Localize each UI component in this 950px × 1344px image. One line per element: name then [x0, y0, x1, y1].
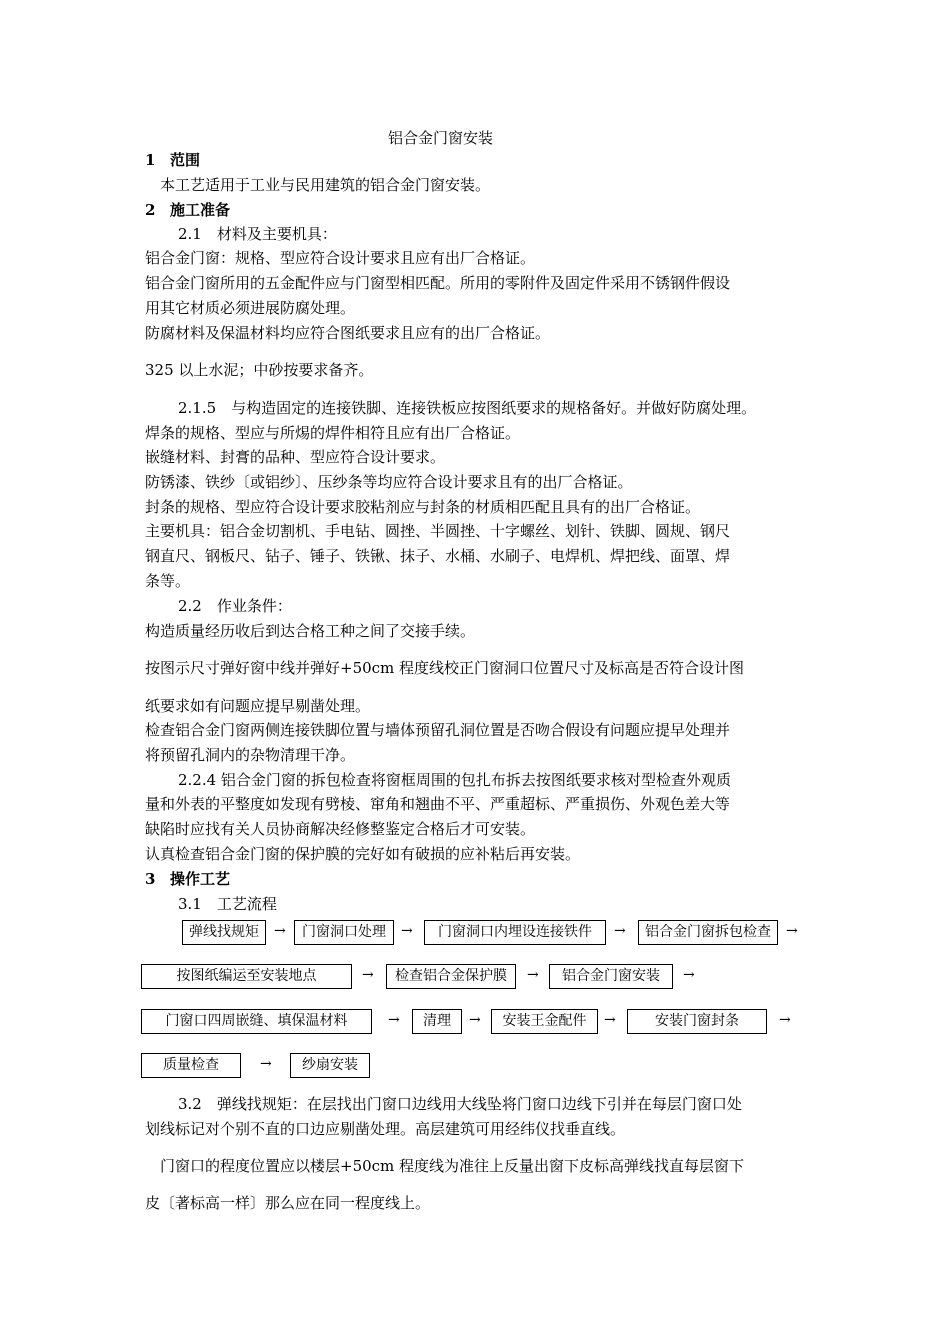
flow-arrow: →: [527, 967, 539, 983]
flow-arrow: →: [469, 1012, 481, 1028]
section-1-heading: 范围: [170, 151, 201, 169]
section-3-number: 3: [145, 870, 156, 888]
paragraph-line: 325 以上水泥；中砂按要求备齐。: [145, 361, 374, 379]
flow-step: 按图纸编运至安装地点: [141, 964, 352, 989]
paragraph-line: 铝合金门窗所用的五金配件应与门窗型相匹配。所用的零附件及固定件采用不锈钢件假设: [145, 274, 731, 292]
paragraph-line: 防腐材料及保温材料均应符合图纸要求且应有的出厂合格证。: [145, 324, 551, 342]
flow-step: 检查铝合金保护膜: [386, 964, 516, 989]
paragraph-line: 2.1.5 与构造固定的连接铁脚、连接铁板应按图纸要求的规格备好。并做好防腐处理。: [178, 399, 757, 417]
paragraph-line: 封条的规格、型应符合设计要求胶粘剂应与封条的材质相匹配且具有的出厂合格证。: [145, 498, 701, 516]
flow-arrow: →: [260, 1056, 272, 1072]
flow-arrow: →: [274, 923, 286, 939]
paragraph-line: 主要机具：铝合金切割机、手电钻、圆挫、半圆挫、十字螺丝、划针、铁脚、圆规、钢尺: [145, 522, 731, 540]
paragraph-line: 铝合金门窗：规格、型应符合设计要求且应有出厂合格证。: [145, 249, 536, 267]
paragraph-line: 条等。: [145, 572, 191, 590]
section-2-heading: 施工准备: [170, 201, 231, 219]
flow-step: 质量检查: [141, 1053, 241, 1078]
paragraph-line: 用其它材质必须进展防腐处理。: [145, 299, 356, 317]
paragraph-line: 防锈漆、铁纱〔或铝纱〕、压纱条等均应符合设计要求且有的出厂合格证。: [145, 473, 633, 491]
flow-step: 门窗洞口处理: [294, 920, 394, 945]
paragraph-line: 钢直尺、钢板尺、钻子、锤子、铁锹、抹子、水桶、水刷子、电焊机、焊把线、面罩、焊: [145, 547, 731, 565]
section-1-number: 1: [145, 151, 156, 169]
flow-step: 门窗洞口内埋设连接铁件: [424, 920, 606, 945]
subsection-2-1-heading: 2.1 材料及主要机具：: [178, 225, 337, 243]
paragraph-line: 认真检查铝合金门窗的保护膜的完好如有破损的应补粘后再安装。: [145, 845, 581, 863]
section-3-heading: 操作工艺: [170, 870, 231, 888]
paragraph-line: 缺陷时应找有关人员协商解决经修整鉴定合格后才可安装。: [145, 820, 536, 838]
flow-step: 门窗口四周嵌缝、填保温材料: [141, 1009, 372, 1034]
paragraph-line: 检查铝合金门窗两侧连接铁脚位置与墙体预留孔洞位置是否吻合假设有问题应提早处理并: [145, 721, 731, 739]
flow-arrow: →: [786, 923, 798, 939]
paragraph-line: 3.2 弹线找规矩：在层找出门窗口边线用大线坠将门窗口边线下引并在每层门窗口处: [178, 1095, 742, 1113]
flow-arrow: →: [779, 1012, 791, 1028]
paragraph-line: 2.2.4 铝合金门窗的拆包检查将窗框周围的包扎布拆去按图纸要求核对型检查外观质: [178, 771, 731, 789]
section-1-text: 本工艺适用于工业与民用建筑的铝合金门窗安装。: [160, 176, 491, 194]
flow-arrow: →: [362, 967, 374, 983]
flow-step: 清理: [412, 1009, 462, 1034]
flow-step: 铝合金门窗安装: [549, 964, 673, 989]
flow-step: 安装门窗封条: [627, 1009, 767, 1034]
paragraph-line: 门窗口的程度位置应以楼层+50cm 程度线为准往上反量出窗下皮标高弹线找直每层窗下: [160, 1157, 745, 1175]
paragraph-line: 纸要求如有问题应提早剔凿处理。: [145, 697, 371, 715]
paragraph-line: 量和外表的平整度如发现有劈棱、窜角和翘曲不平、严重超标、严重损伤、外观色差大等: [145, 795, 731, 813]
paragraph-line: 构造质量经历收后到达合格工种之间了交接手续。: [145, 622, 476, 640]
flow-step: 纱扇安装: [290, 1053, 370, 1078]
flow-arrow: →: [604, 1012, 616, 1028]
document-title: 铝合金门窗安装: [388, 129, 494, 147]
paragraph-line: 皮〔著标高一样〕那么应在同一程度线上。: [145, 1194, 431, 1212]
section-2-number: 2: [145, 201, 156, 219]
flow-step: 安装王金配件: [491, 1009, 598, 1034]
flow-arrow: →: [614, 923, 626, 939]
flow-step: 弹线找规矩: [182, 920, 266, 945]
paragraph-line: 划线标记对个别不直的口边应剔凿处理。高层建筑可用经纬仪找垂直线。: [145, 1120, 626, 1138]
flow-arrow: →: [683, 967, 695, 983]
subsection-3-1-heading: 3.1 工艺流程: [178, 895, 277, 913]
flow-arrow: →: [401, 923, 413, 939]
flow-arrow: →: [388, 1012, 400, 1028]
paragraph-line: 焊条的规格、型应与所焬的焊件相符且应有出厂合格证。: [145, 424, 521, 442]
paragraph-line: 嵌缝材料、封膏的品种、型应符合设计要求。: [145, 448, 446, 466]
flow-step: 铝合金门窗拆包检查: [638, 920, 778, 945]
subsection-2-2-heading: 2.2 作业条件：: [178, 597, 292, 615]
paragraph-line: 按图示尺寸弹好窗中线并弹好+50cm 程度线校正门窗洞口位置尺寸及标高是否符合设计图: [145, 659, 745, 677]
paragraph-line: 将预留孔洞内的杂物清理干净。: [145, 746, 356, 764]
